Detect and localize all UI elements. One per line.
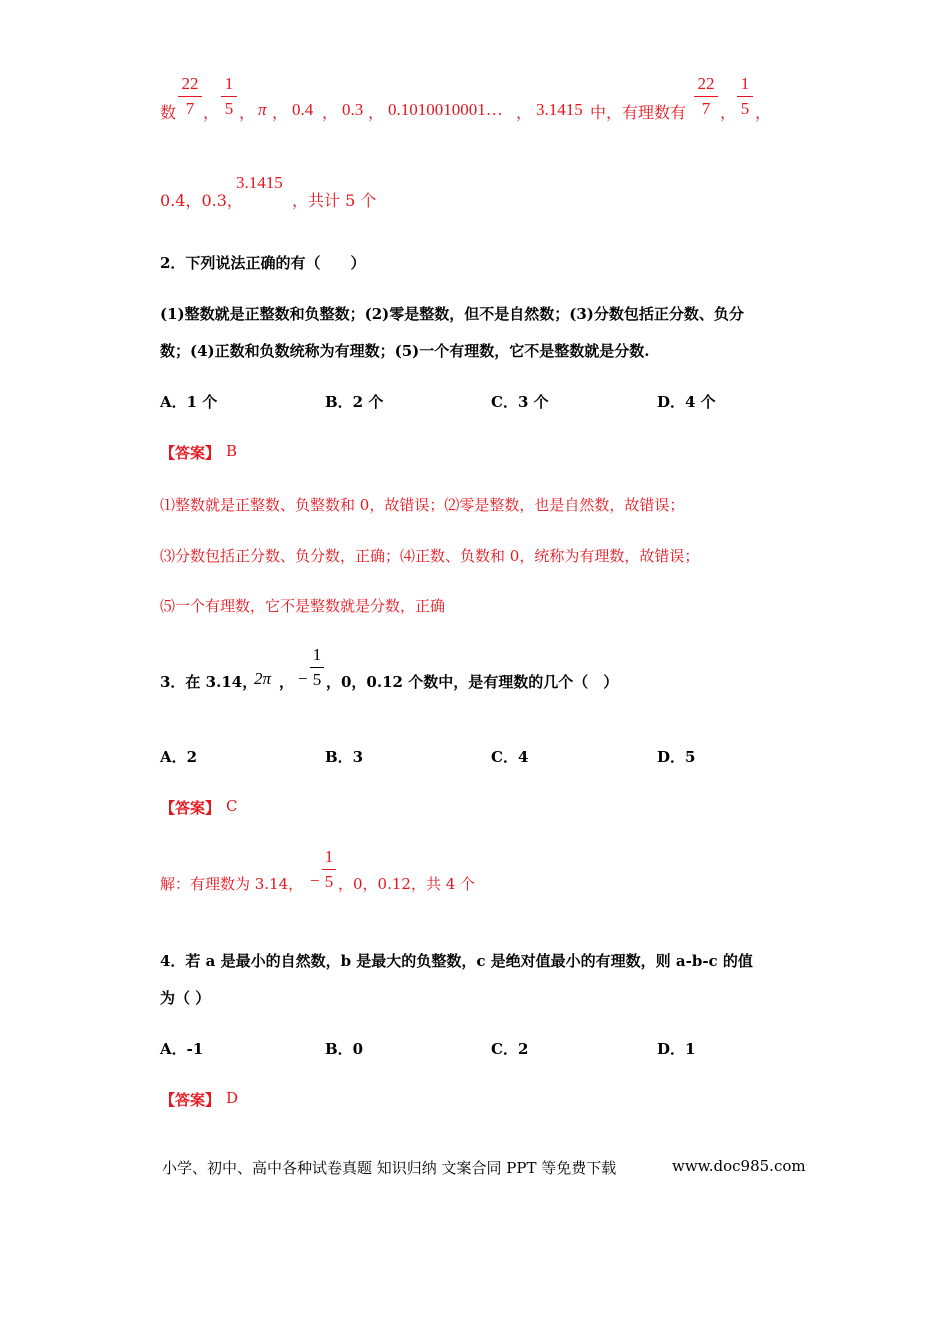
q4-option-d[interactable]: D．1 (657, 1040, 696, 1058)
q4-option-c[interactable]: C．2 (491, 1040, 529, 1058)
q4-stem-line1: 4．若 a 是最小的自然数，b 是最大的负整数，c 是绝对值最小的有理数，则 a-b-c 的值 (160, 952, 753, 970)
fraction-22-7: 22 7 (694, 74, 718, 119)
q2-statement-line1: (1)整数就是正整数和负整数；(2)零是整数，但不是自然数；(3)分数包括正分数、负分 (160, 305, 744, 323)
q1-line1-prefix: 数 (160, 103, 177, 122)
q4-option-a[interactable]: A．-1 (160, 1040, 204, 1058)
q4-stem-line2: 为（ ） (160, 989, 211, 1007)
q2-stem: 2．下列说法正确的有（ ） (160, 254, 366, 272)
fraction-1-5: 1 5 (221, 74, 237, 119)
minus-sign: − (310, 871, 320, 890)
fraction-1-5: 1 5 (737, 74, 753, 119)
q3-stem-prefix: 3．在 3.14， (160, 673, 258, 691)
fraction-22-7: 22 7 (178, 74, 202, 119)
q2-explanation-3: ⑸一个有理数，它不是整数就是分数，正确 (160, 597, 446, 615)
q3-option-d[interactable]: D．5 (657, 748, 696, 766)
answer-label: 【答案】 (160, 1091, 221, 1109)
footer-text: 小学、初中、高中各种试卷真题 知识归纳 文案合同 PPT 等免费下载 (162, 1159, 617, 1177)
q2-statement-line2: 数；(4)正数和负数统称为有理数；(5)一个有理数，它不是整数就是分数. (160, 342, 650, 360)
q2-option-c[interactable]: C．3 个 (491, 393, 549, 411)
q2-explanation-2: ⑶分数包括正分数、负分数，正确；⑷正数、负数和 0，统称为有理数，故错误； (160, 547, 700, 565)
footer-link[interactable]: www.doc985.com (672, 1157, 806, 1175)
minus-sign: − (298, 669, 308, 688)
q1-line2: 0.4，0.3， (160, 191, 243, 210)
q3-option-b[interactable]: B．3 (325, 748, 364, 766)
fraction-1-5: 1 5 (322, 847, 336, 892)
q3-solution-suffix: ，0，0.12，共 4 个 (338, 875, 476, 893)
q2-option-a[interactable]: A．1 个 (160, 393, 218, 411)
answer-value: B (226, 442, 238, 460)
q3-option-a[interactable]: A．2 (160, 748, 198, 766)
q3-option-c[interactable]: C．4 (491, 748, 529, 766)
fraction-1-5: 1 5 (310, 645, 324, 690)
q4-option-b[interactable]: B．0 (325, 1040, 364, 1058)
q3-solution-prefix: 解：有理数为 3.14， (160, 875, 304, 893)
answer-label: 【答案】 (160, 444, 221, 462)
q2-explanation-1: ⑴整数就是正整数、负整数和 0，故错误；⑵零是整数，也是自然数，故错误； (160, 496, 685, 514)
two-pi: 2π (254, 669, 272, 688)
answer-value: C (226, 797, 238, 815)
pi-symbol: π (258, 100, 267, 119)
q2-option-d[interactable]: D．4 个 (657, 393, 716, 411)
answer-value: D (226, 1089, 239, 1107)
q1-line2-raised: 3.1415 (236, 173, 283, 192)
q2-option-b[interactable]: B．2 个 (325, 393, 384, 411)
answer-label: 【答案】 (160, 799, 221, 817)
q3-stem-suffix: ，0，0.12 个数中，是有理数的几个（ ） (326, 673, 619, 691)
